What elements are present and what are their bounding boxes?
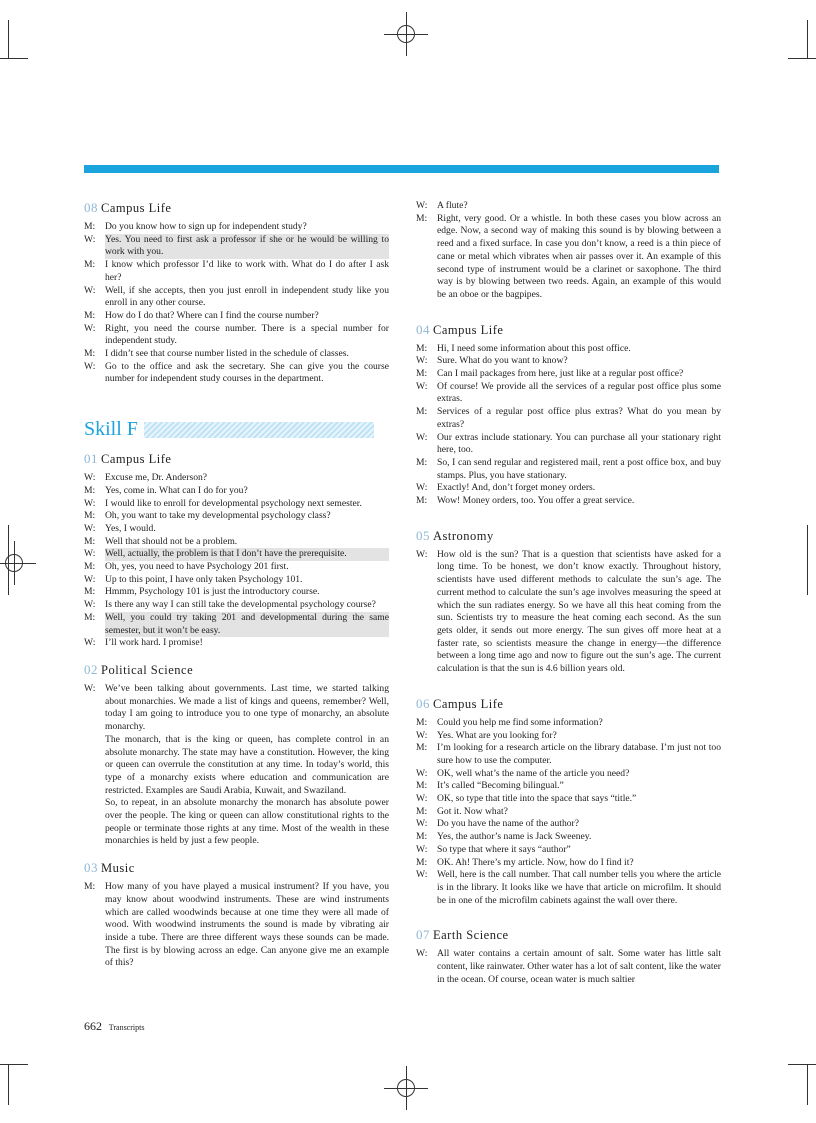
speaker: W:: [84, 322, 96, 334]
speaker: M:: [84, 309, 96, 321]
speaker: M:: [416, 716, 428, 728]
line-text: Services of a regular post office plus extras? What do you mean by extras?: [437, 406, 721, 430]
dialogue-line: [416, 482, 721, 495]
dialogue-line: [416, 368, 721, 381]
dialogue-line: [84, 259, 389, 284]
section-title-text: Campus Life: [433, 696, 504, 711]
section-title-text: Political Science: [101, 662, 194, 677]
dialogue-line: [84, 586, 389, 599]
dialogue-line: [416, 200, 721, 213]
page-footer: [84, 1019, 144, 1034]
crop-mark: [788, 58, 816, 59]
speaker: W:: [84, 284, 96, 296]
line-text: Yes, come in. What can I do for you?: [105, 484, 248, 496]
crop-mark: [807, 525, 808, 595]
dialogue-line: [84, 285, 389, 310]
registration-mark-top: [384, 12, 428, 56]
dialogue-line: [416, 730, 721, 743]
line-text: Wow! Money orders, too. You offer a great service.: [437, 495, 635, 507]
dialogue-line: [84, 485, 389, 498]
transcript-section: [84, 662, 389, 848]
line-text: OK. Ah! There’s my article. Now, how do I find it?: [437, 856, 634, 868]
line-text: Hmmm, Psychology 101 is just the introductory course.: [105, 586, 320, 598]
dialogue-line: [416, 495, 721, 508]
speaker: M:: [84, 561, 96, 573]
dialogue-line: [416, 343, 721, 356]
line-text: Is there any way I can still take the developmental psychology course?: [105, 599, 376, 611]
dialogue-line: [84, 881, 389, 970]
section-title: [416, 322, 721, 338]
speaker: W:: [416, 843, 428, 855]
paragraph: So, to repeat, in an absolute monarchy the monarch has absolute power over the people. The king or queen can allow constitutional rights to the people or terminate those rights at any time. Most of the wealth in these monarchies is held by just a few people.: [105, 797, 389, 847]
line-text: Can I mail packages from here, just like at a regular post office?: [437, 368, 684, 380]
header-band: [84, 165, 719, 173]
speaker: W:: [84, 637, 96, 649]
line-text: So type that where it says “author”: [437, 843, 571, 855]
dialogue-line: [84, 523, 389, 536]
line-text: How old is the sun? That is a question that scientists have asked for a long time. To be honest, we don’t know exactly. Throughout history, scientists have used different methods to calculate the sun’s age. The current method to calculate the sun’s age involves measuring the speed at which the sun radiates energy. So we have all this heat coming from the sun. Scientists try to measure the heat coming each second. As the sun gets older, it sends out more energy. The sun gives off more heat at a faster rate, so scientists measure the change in energy—the difference between a long time ago and now to figure out the sun’s age. The current calculation is that the sun is 4.6 billion years old.: [437, 548, 721, 675]
speaker: M:: [416, 212, 428, 224]
section-number: 03: [84, 860, 98, 876]
line-text: A flute?: [437, 200, 468, 211]
transcript-section: [416, 696, 721, 908]
right-sections: [416, 200, 721, 986]
dialogue-line: [416, 406, 721, 431]
dialogue-line: [416, 549, 721, 676]
speaker: M:: [416, 831, 428, 843]
speaker: M:: [84, 535, 96, 547]
right-column: [416, 200, 721, 986]
highlighted-line-text: Well, actually, the problem is that I don’t have the prerequisite.: [105, 548, 389, 561]
dialogue-line: [416, 780, 721, 793]
dialogue-line: [416, 844, 721, 857]
speaker: W:: [416, 793, 428, 805]
crop-mark: [807, 20, 808, 58]
dialogue-line: [416, 818, 721, 831]
line-text: Yes. What are you looking for?: [437, 729, 557, 741]
line-text: I didn’t see that course number listed in the schedule of classes.: [105, 348, 349, 360]
section-title: [84, 451, 389, 467]
speaker: W:: [416, 548, 428, 560]
speaker: W:: [84, 682, 96, 694]
dialogue-line: [84, 472, 389, 485]
dialogue-line: [84, 510, 389, 523]
skill-heading: [84, 418, 389, 441]
speaker: M:: [84, 221, 96, 232]
speaker: W:: [416, 355, 428, 367]
dialogue-line: [84, 234, 389, 259]
crop-mark: [8, 1065, 9, 1105]
registration-mark-bottom: [384, 1066, 428, 1110]
line-text: I’m looking for a research article on the library database. I’m just not too sure how to use the computer.: [437, 742, 721, 766]
line-text: How do I do that? Where can I find the course number?: [105, 309, 319, 321]
speaker: M:: [84, 510, 96, 522]
dialogue-line: [416, 213, 721, 302]
speaker: W:: [416, 818, 428, 830]
line-text: So, I can send regular and registered mail, rent a post office box, and buy stamps. Plus, you have stationary.: [437, 456, 721, 481]
dialogue-line: [84, 548, 389, 561]
dialogue-line: [416, 857, 721, 870]
speaker: W:: [84, 522, 96, 534]
speaker: W:: [84, 573, 96, 585]
line-text: Of course! We provide all the services of a regular post office plus some extras.: [437, 380, 721, 405]
section-title-text: Campus Life: [101, 201, 172, 215]
dialogue-line: [84, 498, 389, 511]
page-number: 662: [84, 1019, 102, 1033]
speaker: W:: [84, 497, 96, 509]
dialogue-line: [416, 381, 721, 406]
section-title: [84, 860, 389, 876]
dialogue-line: [84, 637, 389, 650]
line-text: Our extras include stationary. You can purchase all your stationary right here, too.: [437, 431, 721, 456]
speaker: M:: [416, 368, 428, 380]
speaker: W:: [84, 360, 96, 372]
line-text: Hi, I need some information about this post office.: [437, 342, 631, 354]
section-number: 07: [416, 927, 430, 943]
line-text: I’ll work hard. I promise!: [105, 637, 203, 649]
speaker: M:: [84, 611, 96, 623]
transcript-section: [84, 860, 389, 970]
section-title-text: Campus Life: [101, 452, 172, 467]
crop-mark: [0, 1064, 28, 1065]
dialogue-line: [416, 432, 721, 457]
transcript-section: [84, 200, 389, 386]
line-text: Well, if she accepts, then you just enroll in independent study like you enroll in any other course.: [105, 284, 389, 309]
crop-mark: [8, 20, 9, 58]
speaker: M:: [84, 348, 96, 360]
dialogue-line: [84, 599, 389, 612]
line-text: Do you have the name of the author?: [437, 818, 579, 830]
line-text: OK, well what’s the name of the article you need?: [437, 767, 630, 779]
section-number: 06: [416, 695, 430, 711]
dialogue-line: [84, 323, 389, 348]
dialogue-line: [416, 806, 721, 819]
dialogue-line: [84, 361, 389, 386]
dialogue-line: [84, 612, 389, 637]
dialogue-line: [84, 536, 389, 549]
speaker: M:: [84, 881, 96, 893]
speaker: W:: [84, 599, 96, 611]
dialogue-line: [84, 310, 389, 323]
section-number: 04: [416, 321, 430, 337]
speaker: W:: [416, 380, 428, 392]
speaker: W:: [416, 482, 428, 494]
line-text: I know which professor I’d like to work with. What do I do after I ask her?: [105, 259, 389, 283]
section-title: [416, 528, 721, 544]
speaker: M:: [84, 586, 96, 598]
transcript-section: [416, 322, 721, 508]
left-sections: [84, 200, 389, 386]
crop-mark: [0, 58, 28, 59]
line-text: Oh, you want to take my developmental psychology class?: [105, 510, 331, 522]
dialogue-line: [84, 221, 389, 234]
dialogue-line: [416, 948, 721, 986]
dialogue-line: [416, 717, 721, 730]
speaker: M:: [416, 780, 428, 792]
dialogue-line: [416, 768, 721, 781]
line-text: Excuse me, Dr. Anderson?: [105, 472, 208, 484]
line-text: Got it. Now what?: [437, 805, 508, 817]
dialogue-line: [416, 457, 721, 482]
section-number: 01: [84, 451, 98, 467]
speaker: M:: [416, 742, 428, 754]
line-text: I would like to enroll for developmental psychology next semester.: [105, 497, 362, 509]
paragraph: The monarch, that is the king or queen, has complete control in an absolute monarchy. The state may have a constitution. However, the king or queen can overrule the constitution at any time. In today’s world, this type of a monarchy exists where education and communication are restricted. Examples are Saudi Arabia, Kuwait, and Swaziland.: [105, 733, 389, 796]
dialogue-line: [416, 355, 721, 368]
line-text: Up to this point, I have only taken Psychology 101.: [105, 573, 303, 585]
line-text: Oh, yes, you need to have Psychology 201 first.: [105, 561, 289, 573]
speaker: W:: [84, 472, 96, 484]
section-title: [416, 696, 721, 712]
line-text: Exactly! And, don’t forget money orders.: [437, 482, 596, 494]
dialogue-line: [416, 869, 721, 907]
section-title-text: Music: [101, 861, 135, 876]
section-title-text: Earth Science: [433, 928, 509, 943]
line-text: OK, so type that title into the space that says “title.”: [437, 793, 637, 805]
dialogue-line: [416, 742, 721, 767]
footer-label: Transcripts: [108, 1023, 145, 1032]
speaker: M:: [416, 805, 428, 817]
speaker: W:: [416, 729, 428, 741]
speaker: M:: [416, 406, 428, 418]
dialogue-line: [84, 561, 389, 574]
line-text: Sure. What do you want to know?: [437, 355, 568, 367]
dialogue-line: [416, 793, 721, 806]
speaker: M:: [416, 495, 428, 507]
line-text: Yes, the author’s name is Jack Sweeney.: [437, 831, 592, 843]
dialogue-line: [84, 683, 389, 734]
line-text: Right, you need the course number. There is a special number for independent study.: [105, 322, 389, 347]
speaker: M:: [416, 456, 428, 468]
skill-sections: [84, 451, 389, 970]
dialogue-line: [84, 348, 389, 361]
speaker: W:: [84, 548, 96, 560]
skill-label: Skill F: [84, 418, 138, 441]
line-text: Go to the office and ask the secretary. She can give you the course number for independent study courses in the department.: [105, 360, 389, 385]
line-text: It’s called “Becoming bilingual.”: [437, 780, 564, 792]
section-title: [84, 200, 389, 216]
transcript-section: [416, 927, 721, 986]
line-text: How many of you have played a musical instrument? If you have, you may know about woodwind instruments. These are wind instruments which are called woodwinds because at one time they were all made of wood. With woodwind instruments the sound is made by vibrating air inside a tube. There are three different ways these sounds can be made. The first is by blowing across an edge. Can anyone give me an example of this?: [105, 881, 389, 969]
crop-mark: [788, 1064, 816, 1065]
line-text: Well, here is the call number. That call number tells you where the article is in the library. It looks like we have that article on microfilm. It should be in one of the microfilm cabinets against the wall over there.: [437, 869, 721, 906]
highlighted-line-text: Yes. You need to first ask a professor if she or he would be willing to work with you.: [105, 233, 389, 258]
speaker: W:: [416, 767, 428, 779]
speaker: M:: [84, 259, 96, 271]
line-text: Could you help me find some information?: [437, 716, 603, 728]
section-number: 08: [84, 200, 98, 215]
registration-mark-left: [0, 541, 36, 585]
line-text: Right, very good. Or a whistle. In both these cases you blow across an edge. Now, a second way of making this sound is by blowing between a reed and a fixed surface. In case you don’t know, a reed is a thin piece of cane or metal which vibrates when air passes over it. An example of this second type of instrument would be a clarinet or saxophone. The third way is by blowing between two reeds. Again, an example of this would be an oboe or the bagpipes.: [437, 212, 721, 300]
left-column: [84, 200, 389, 970]
section-title-text: Astronomy: [433, 528, 494, 543]
dialogue-line: [416, 831, 721, 844]
line-text: All water contains a certain amount of salt. Some water has little salt content, like rainwater. Other water has a lot of salt content, like the water in the ocean. Of course, ocean water is much saltier: [437, 948, 721, 985]
highlighted-line-text: Well, you could try taking 201 and developmental during the same semester, but it won’t be easy.: [105, 611, 389, 636]
transcript-section: [84, 451, 389, 650]
skill-pattern-bar: [144, 422, 374, 438]
speaker: M:: [416, 856, 428, 868]
speaker: W:: [416, 431, 428, 443]
section-title: [416, 927, 721, 943]
speaker: M:: [84, 484, 96, 496]
crop-mark: [807, 1065, 808, 1105]
speaker: W:: [416, 200, 428, 211]
speaker: W:: [84, 233, 96, 245]
line-text: Do you know how to sign up for independent study?: [105, 221, 307, 232]
transcript-section: [416, 200, 721, 302]
speaker: M:: [416, 342, 428, 354]
section-title: [84, 662, 389, 678]
section-title-text: Campus Life: [433, 322, 504, 337]
transcript-section: [416, 528, 721, 676]
line-text: Well that should not be a problem.: [105, 535, 238, 547]
line-text: We’ve been talking about governments. Last time, we started talking about monarchies. We made a list of kings and queens, remember? Well, today I am going to introduce you to one type of monarchy, an absolute monarchy.: [105, 682, 389, 733]
line-text: Yes, I would.: [105, 522, 156, 534]
section-number: 02: [84, 661, 98, 677]
speaker: W:: [416, 869, 428, 881]
speaker: W:: [416, 948, 428, 960]
section-number: 05: [416, 527, 430, 543]
dialogue-line: [84, 574, 389, 587]
